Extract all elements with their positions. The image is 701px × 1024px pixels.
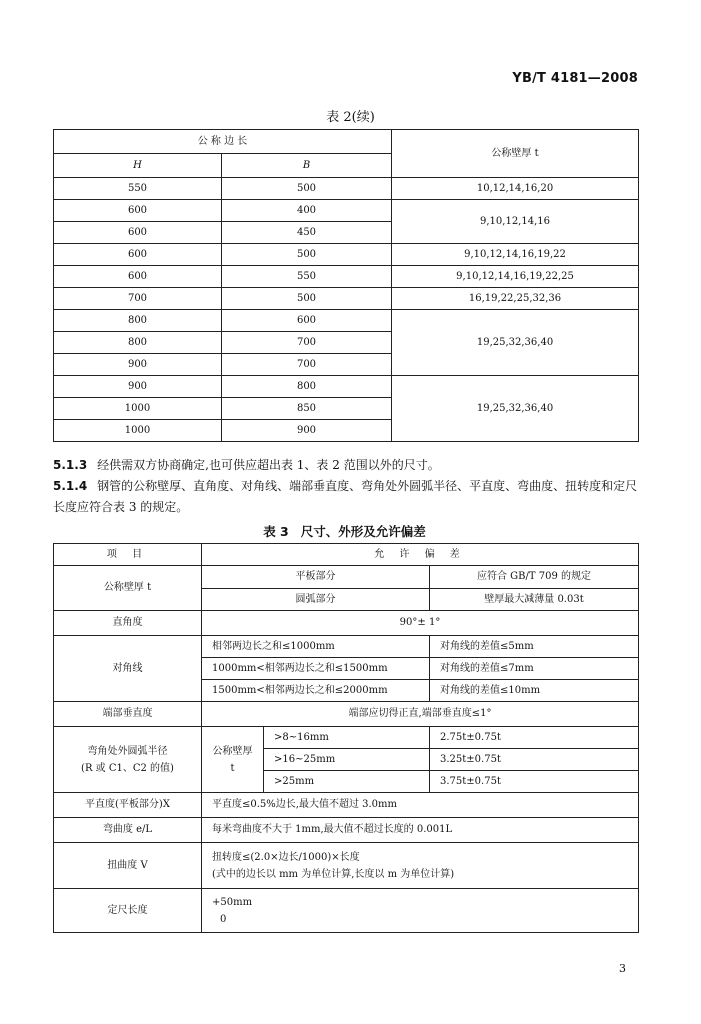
table-cell: 700 bbox=[222, 354, 392, 376]
standard-code: YB/T 4181—2008 bbox=[512, 71, 638, 86]
table3-caption-title: 尺寸、外形及允许偏差 bbox=[300, 524, 426, 539]
table-cell: 700 bbox=[222, 332, 392, 354]
bend-value: 每米弯曲度不大于 1mm,最大值不超过长度的 0.001L bbox=[202, 818, 639, 843]
table-cell: 600 bbox=[54, 244, 222, 266]
table3-col-tol: 允 许 偏 差 bbox=[202, 544, 639, 566]
table-cell: 800 bbox=[222, 376, 392, 398]
twist-value-line2: (式中的边长以 mm 为单位计算,长度以 m 为单位计算) bbox=[212, 868, 455, 880]
wall-round: 圆弧部分 bbox=[202, 589, 430, 611]
table-cell: 600 bbox=[54, 200, 222, 222]
page-number: 3 bbox=[619, 962, 626, 975]
right-angle-value: 90°± 1° bbox=[202, 611, 639, 636]
table-cell: 900 bbox=[54, 354, 222, 376]
clause-text: 经供需双方协商确定,也可供应超出表 1、表 2 范围以外的尺寸。 bbox=[97, 458, 440, 472]
radius-label-line1: 弯角处外圆弧半径 bbox=[87, 745, 168, 757]
clause-text: 钢管的公称壁厚、直角度、对角线、端部垂直度、弯角处外圆弧半径、平直度、弯曲度、扭转度和定尺长度应符合表 3 的规定。 bbox=[53, 479, 638, 514]
table-cell: 550 bbox=[54, 178, 222, 200]
end-label: 端部垂直度 bbox=[54, 702, 202, 727]
radius-sub: 公称壁厚 t bbox=[202, 727, 264, 793]
wall-flat: 平板部分 bbox=[202, 566, 430, 589]
wall-flat-value: 应符合 GB/T 709 的规定 bbox=[430, 566, 639, 589]
radius-condition: >16~25mm bbox=[264, 749, 430, 771]
table-cell: 19,25,32,36,40 bbox=[392, 376, 639, 442]
table-cell: 9,10,12,14,16 bbox=[392, 200, 639, 244]
table2-group-header: 公 称 边 长 bbox=[54, 130, 392, 154]
table2-col-b: B bbox=[222, 154, 392, 178]
radius-condition: >25mm bbox=[264, 771, 430, 793]
table-cell: 500 bbox=[222, 178, 392, 200]
table-cell: 700 bbox=[54, 288, 222, 310]
table-cell: 900 bbox=[54, 376, 222, 398]
radius-condition: >8~16mm bbox=[264, 727, 430, 749]
table-cell: 19,25,32,36,40 bbox=[392, 310, 639, 376]
length-value-lower: 0 bbox=[220, 913, 227, 925]
table-cell: 9,10,12,14,16,19,22,25 bbox=[392, 266, 639, 288]
radius-value: 2.75t±0.75t bbox=[430, 727, 639, 749]
table-cell: 800 bbox=[54, 332, 222, 354]
table-cell: 10,12,14,16,20 bbox=[392, 178, 639, 200]
paragraph-5-1-3 bbox=[53, 455, 641, 476]
table-cell: 9,10,12,14,16,19,22 bbox=[392, 244, 639, 266]
clause-number: 5.1.4 bbox=[53, 479, 88, 493]
length-value bbox=[202, 889, 639, 933]
diagonal-condition: 相邻两边长之和≤1000mm bbox=[202, 636, 430, 658]
table2-col-h: H bbox=[54, 154, 222, 178]
table-cell: 450 bbox=[222, 222, 392, 244]
table-cell: 1000 bbox=[54, 398, 222, 420]
clause-number: 5.1.3 bbox=[53, 458, 88, 472]
table-cell: 800 bbox=[54, 310, 222, 332]
table3-col-item: 项 目 bbox=[54, 544, 202, 566]
table-cell: 1000 bbox=[54, 420, 222, 442]
wall-round-value: 壁厚最大减薄量 0.03t bbox=[430, 589, 639, 611]
twist-value bbox=[202, 843, 639, 889]
diagonal-condition: 1500mm<相邻两边长之和≤2000mm bbox=[202, 680, 430, 702]
diagonal-value: 对角线的差值≤7mm bbox=[430, 658, 639, 680]
table2 bbox=[53, 129, 639, 442]
radius-label-line2: (R 或 C1、C2 的值) bbox=[81, 762, 174, 774]
table-cell: 600 bbox=[54, 222, 222, 244]
table2-caption: 表 2(续) bbox=[326, 110, 375, 125]
radius-value: 3.75t±0.75t bbox=[430, 771, 639, 793]
paragraph-5-1-4 bbox=[53, 476, 641, 518]
twist-value-line1: 扭转度≤(2.0×边长/1000)×长度 bbox=[212, 851, 360, 863]
radius-value: 3.25t±0.75t bbox=[430, 749, 639, 771]
radius-label bbox=[54, 727, 202, 793]
right-angle-label: 直角度 bbox=[54, 611, 202, 636]
flatness-label: 平直度(平板部分)X bbox=[54, 793, 202, 818]
twist-label: 扭曲度 V bbox=[54, 843, 202, 889]
diagonal-label: 对角线 bbox=[54, 636, 202, 702]
length-value-upper: +50mm bbox=[212, 896, 253, 908]
table-cell: 550 bbox=[222, 266, 392, 288]
table-cell: 600 bbox=[222, 310, 392, 332]
table-cell: 16,19,22,25,32,36 bbox=[392, 288, 639, 310]
bend-label: 弯曲度 e/L bbox=[54, 818, 202, 843]
table-cell: 400 bbox=[222, 200, 392, 222]
wall-label: 公称壁厚 t bbox=[54, 566, 202, 611]
table-cell: 500 bbox=[222, 288, 392, 310]
length-label: 定尺长度 bbox=[54, 889, 202, 933]
flatness-value: 平直度≤0.5%边长,最大值不超过 3.0mm bbox=[202, 793, 639, 818]
table3-caption bbox=[0, 522, 701, 540]
table-cell: 500 bbox=[222, 244, 392, 266]
diagonal-value: 对角线的差值≤10mm bbox=[430, 680, 639, 702]
diagonal-condition: 1000mm<相邻两边长之和≤1500mm bbox=[202, 658, 430, 680]
table2-col-t: 公称壁厚 t bbox=[392, 130, 639, 178]
end-value: 端部应切得正直,端部垂直度≤1° bbox=[202, 702, 639, 727]
diagonal-value: 对角线的差值≤5mm bbox=[430, 636, 639, 658]
table3 bbox=[53, 543, 639, 933]
table-cell: 900 bbox=[222, 420, 392, 442]
table-cell: 600 bbox=[54, 266, 222, 288]
table3-caption-number: 表 3 bbox=[263, 524, 289, 539]
table-cell: 850 bbox=[222, 398, 392, 420]
